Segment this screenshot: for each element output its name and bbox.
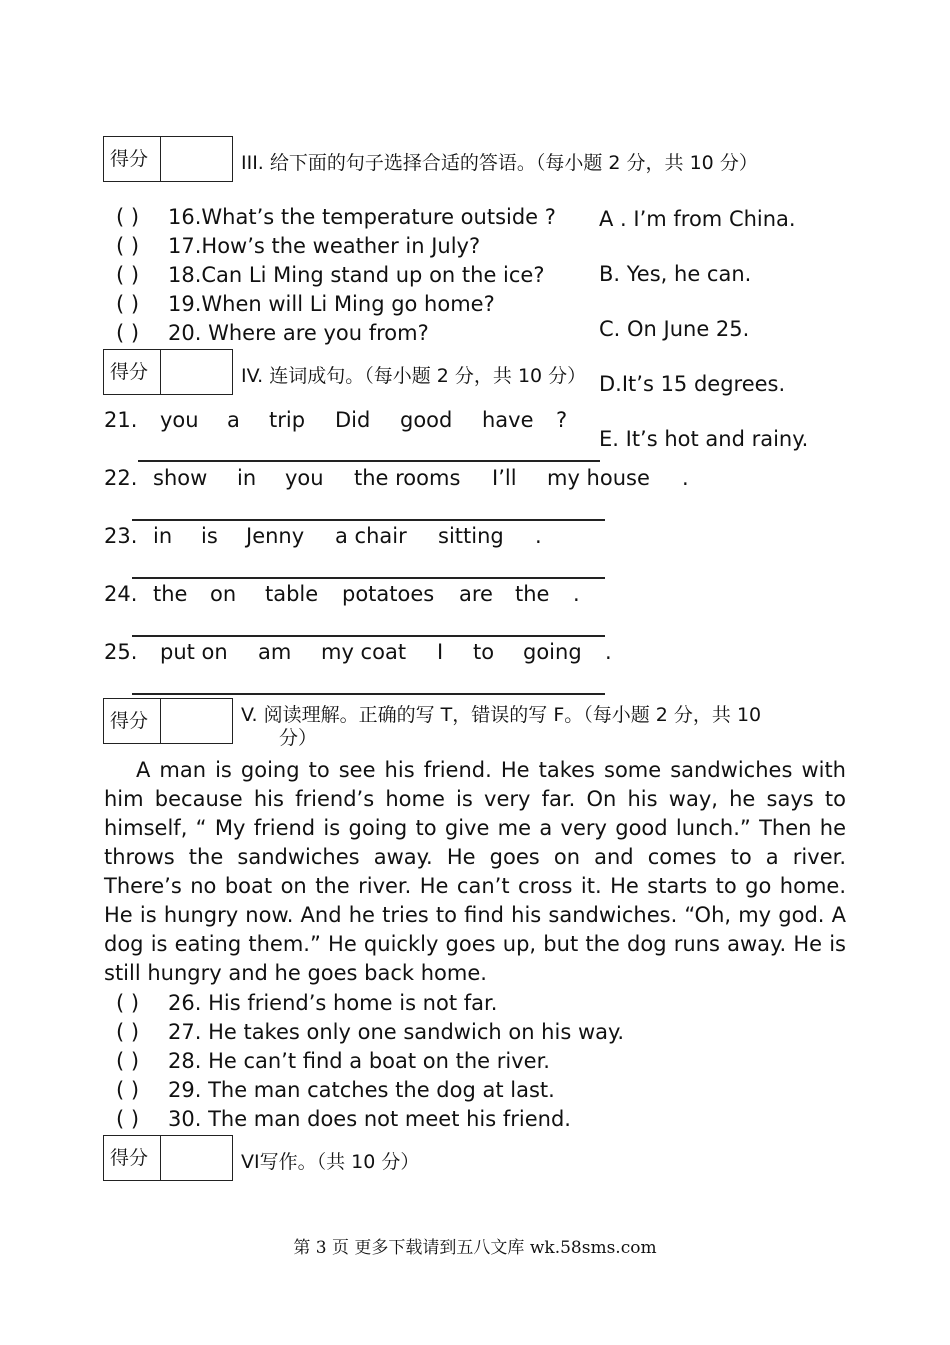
word: trip [269,408,306,432]
word: good [400,408,453,432]
word: Did [335,408,371,432]
score-label: 得分 [104,699,161,743]
word: you [160,408,199,432]
question-28: ( ) 28. He can’t find a boat on the river. [116,1049,550,1073]
page-footer: 第 3 页 更多下载请到五八文库 wk.58sms.com [293,1238,657,1258]
word: I’ll [492,466,517,490]
section-5-title: V. 阅读理解。正确的写 T，错误的写 F。（每小题 2 分，共 10 [241,704,762,726]
word: going [523,640,582,664]
score-box [103,1135,233,1181]
question-20: ( ) 20. Where are you from? [116,321,429,345]
word: sitting [438,524,504,548]
word: are [459,582,493,606]
q21-number: 21. [104,408,138,432]
question-17: ( ) 17.How’s the weather in July? [116,234,481,258]
option-b: B. Yes, he can. [599,262,752,286]
word: am [258,640,292,664]
word: ? [556,408,568,432]
word: . [535,524,542,548]
question-18: ( ) 18.Can Li Ming stand up on the ice? [116,263,545,287]
question-16: ( ) 16.What’s the temperature outside ? [116,205,556,229]
word: potatoes [342,582,435,606]
q25-number: 25. [104,640,138,664]
option-d: D.It’s 15 degrees. [599,372,786,396]
word: Jenny [246,524,305,548]
section-6-title: VI写作。（共 10 分） [241,1151,420,1173]
word: the [153,582,188,606]
word: table [265,582,319,606]
word: . [573,582,580,606]
answer-line [138,460,600,462]
option-e: E. It’s hot and rainy. [599,427,809,451]
answer-line [132,577,605,579]
word: a [227,408,240,432]
question-19: ( ) 19.When will Li Ming go home? [116,292,495,316]
word: in [153,524,173,548]
q24-number: 24. [104,582,138,606]
section-3-title: III. 给下面的句子选择合适的答语。（每小题 2 分，共 10 分） [241,152,758,174]
word: show [153,466,208,490]
score-box [103,698,233,744]
question-27: ( ) 27. He takes only one sandwich on his way. [116,1020,625,1044]
word: the [515,582,550,606]
score-label: 得分 [104,350,161,394]
word: have [482,408,534,432]
word: in [237,466,257,490]
word: a chair [335,524,407,548]
word: is [201,524,218,548]
section-4-title: IV. 连词成句。（每小题 2 分，共 10 分） [241,365,587,387]
word: you [285,466,324,490]
option-c: C. On June 25. [599,317,750,341]
q22-number: 22. [104,466,138,490]
option-a: A . I’m from China. [599,207,796,231]
score-box [103,349,233,395]
question-26: ( ) 26. His friend’s home is not far. [116,991,498,1015]
answer-line [132,693,605,695]
question-29: ( ) 29. The man catches the dog at last. [116,1078,555,1102]
word: my coat [321,640,407,664]
word: put on [160,640,228,664]
word: I [437,640,444,664]
word: . [605,640,612,664]
word: . [682,466,689,490]
word: the rooms [354,466,461,490]
word: to [473,640,495,664]
score-label: 得分 [104,1136,161,1180]
score-label: 得分 [104,137,161,181]
section-5-title-cont: 分） [279,727,318,749]
score-box [103,136,233,182]
word: on [210,582,237,606]
reading-passage: A man is going to see his friend. He takes some sandwiches with him because his friend’s home is very far. On his way, he says to himself, “ My friend is going to give me a very good lunch.” Then he throws the sandwiches away. He goes on and comes to a river. There’s no boat on the river. He can’t cross it. He starts to go home. He is hungry now. And he tries to find his sandwiches. “Oh, my god. A dog is eating them.” He quickly goes up, but the dog runs away. He is still hungry and he goes back home. [104,758,846,985]
question-30: ( ) 30. The man does not meet his friend. [116,1107,571,1131]
word: my house [547,466,650,490]
answer-line [132,635,605,637]
answer-line [132,519,605,521]
q23-number: 23. [104,524,138,548]
